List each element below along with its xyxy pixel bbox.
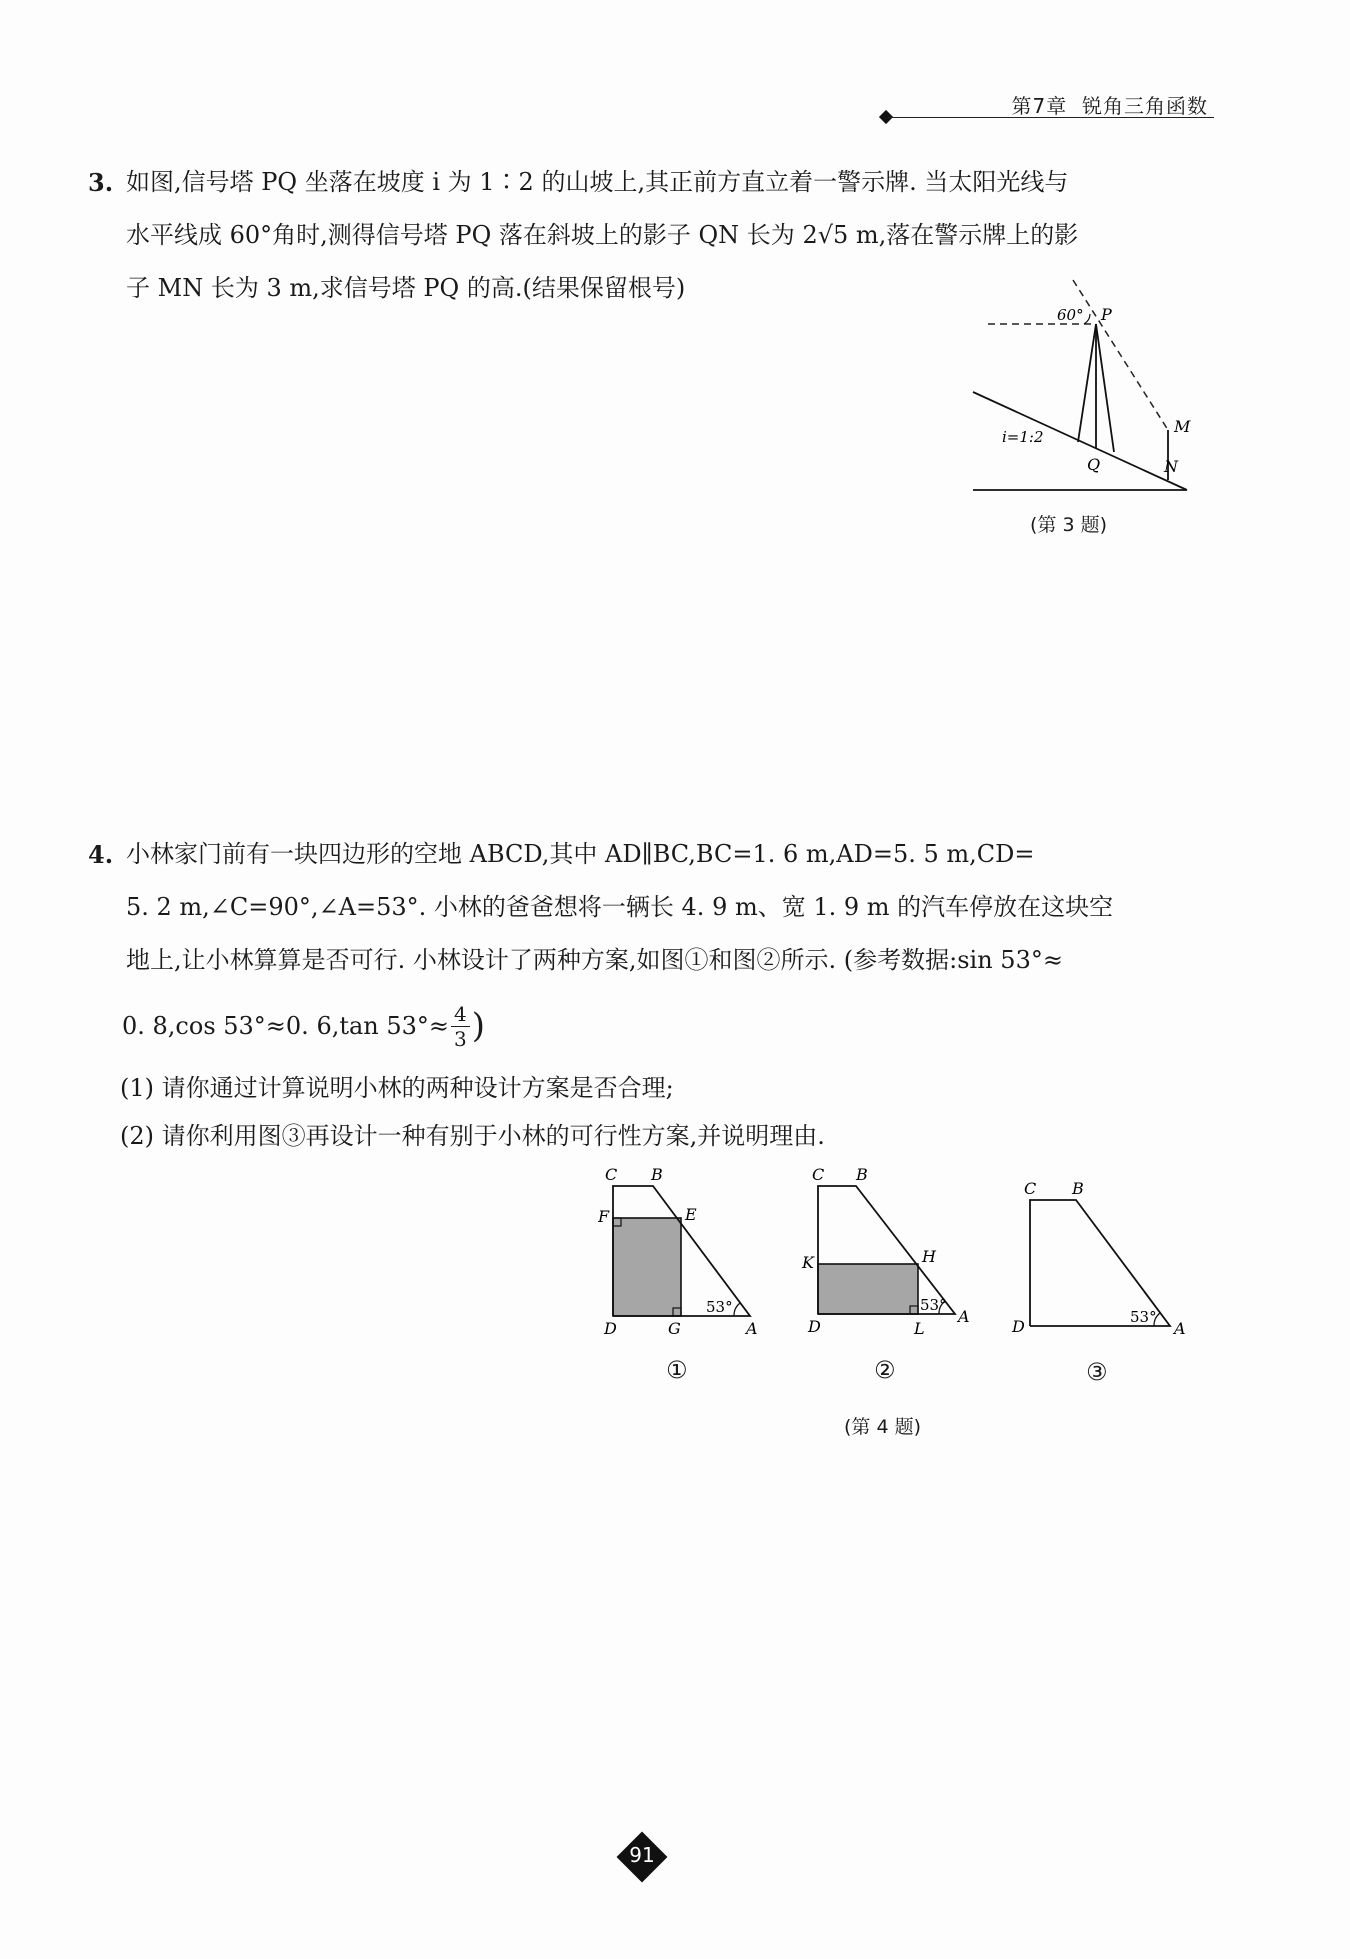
problem-line: 子 MN 长为 3 m,求信号塔 PQ 的高.(结果保留根号) — [126, 274, 686, 302]
point-label-m: M — [1174, 417, 1191, 436]
problem-line: 5. 2 m,∠C=90°,∠A=53°. 小林的爸爸想将一辆长 4. 9 m、宽 1. 9 m 的汽车停放在这块空 — [126, 893, 1114, 921]
plan-diagram-2 — [798, 1162, 983, 1342]
point-label-l: L — [914, 1319, 925, 1338]
caption-problem-3: (第 3 题) — [1030, 514, 1107, 536]
fraction-numerator: 4 — [451, 1002, 470, 1027]
point-label-c: C — [1024, 1179, 1037, 1198]
point-label-b: B — [651, 1165, 663, 1184]
angle-label: 53° — [1130, 1308, 1157, 1326]
angle-arc — [1084, 314, 1090, 324]
point-label-d: D — [604, 1319, 617, 1338]
figure-problem-3 — [970, 272, 1200, 502]
figure-4-2 — [798, 1162, 983, 1342]
point-label-b: B — [1072, 1179, 1084, 1198]
point-label-a: A — [746, 1319, 758, 1338]
angle-label: 53° — [706, 1298, 733, 1316]
chapter-name: 锐角三角函数 — [1082, 94, 1208, 118]
angle-arc — [734, 1303, 740, 1316]
figure-4-1 — [598, 1162, 770, 1342]
problem-line: 小林家门前有一块四边形的空地 ABCD,其中 AD∥BC,BC=1. 6 m,AD=5. 5 m,CD= — [126, 840, 1035, 868]
point-label-f: F — [598, 1207, 610, 1226]
figure-4-3 — [1008, 1172, 1198, 1347]
car-rectangle-dklh — [818, 1264, 918, 1314]
point-label-c: C — [812, 1165, 825, 1184]
point-label-e: E — [685, 1205, 697, 1224]
plan-diagram-1 — [598, 1162, 770, 1342]
sub-question-2: (2) 请你利用图③再设计一种有别于小林的可行性方案,并说明理由. — [120, 1122, 825, 1150]
chapter-number: 第7章 — [1011, 94, 1068, 118]
reference-data-line — [122, 1000, 485, 1053]
angle-label: 53° — [920, 1296, 947, 1314]
angle-label: 60° — [1057, 306, 1084, 324]
point-label-q: Q — [1087, 455, 1101, 474]
chapter-title — [1012, 90, 1208, 119]
point-label-d: D — [1012, 1317, 1025, 1336]
closing-paren: ) — [471, 1006, 486, 1046]
page-number: 91 — [629, 1843, 655, 1867]
problem-line: 地上,让小林算算是否可行. 小林设计了两种方案,如图①和图②所示. (参考数据:sin 53°≈ — [126, 946, 1063, 974]
slope-label: i=1:2 — [1002, 428, 1044, 446]
point-label-n: N — [1164, 457, 1178, 476]
signal-tower-diagram — [970, 272, 1200, 502]
point-label-g: G — [668, 1319, 681, 1338]
point-label-p: P — [1101, 305, 1112, 324]
fraction — [451, 1002, 470, 1051]
point-label-h: H — [922, 1247, 936, 1266]
page-number-badge — [617, 1832, 667, 1882]
caption-problem-4: (第 4 题) — [844, 1416, 921, 1438]
plan-diagram-3 — [1008, 1172, 1198, 1347]
point-label-a: A — [958, 1307, 970, 1326]
fraction-denominator: 3 — [454, 1027, 467, 1051]
tower-right-leg — [1096, 324, 1114, 452]
figure-label-1: ① — [666, 1356, 688, 1384]
chapter-header — [878, 84, 1214, 120]
figure-label-2: ② — [874, 1356, 896, 1384]
sun-ray-line — [1073, 280, 1168, 430]
problem-line: 水平线成 60°角时,测得信号塔 PQ 落在斜坡上的影子 QN 长为 2√5 m,落在警示牌上的影 — [126, 221, 1079, 249]
reference-data-text: 0. 8,cos 53°≈0. 6,tan 53°≈ — [122, 1012, 450, 1040]
sub-question-1: (1) 请你通过计算说明小林的两种设计方案是否合理; — [120, 1074, 674, 1102]
problem-number: 4. — [88, 840, 114, 869]
point-label-b: B — [856, 1165, 868, 1184]
point-label-k: K — [802, 1253, 814, 1272]
figure-label-3: ③ — [1086, 1358, 1108, 1386]
point-label-a: A — [1174, 1319, 1186, 1338]
problem-number: 3. — [88, 168, 114, 197]
point-label-c: C — [605, 1165, 618, 1184]
point-label-d: D — [808, 1317, 821, 1336]
tower-left-leg — [1078, 324, 1096, 442]
problem-line: 如图,信号塔 PQ 坐落在坡度 i 为 1∶2 的山坡上,其正前方直立着一警示牌. 当太阳光线与 — [126, 168, 1069, 196]
car-rectangle-defg — [613, 1218, 681, 1316]
